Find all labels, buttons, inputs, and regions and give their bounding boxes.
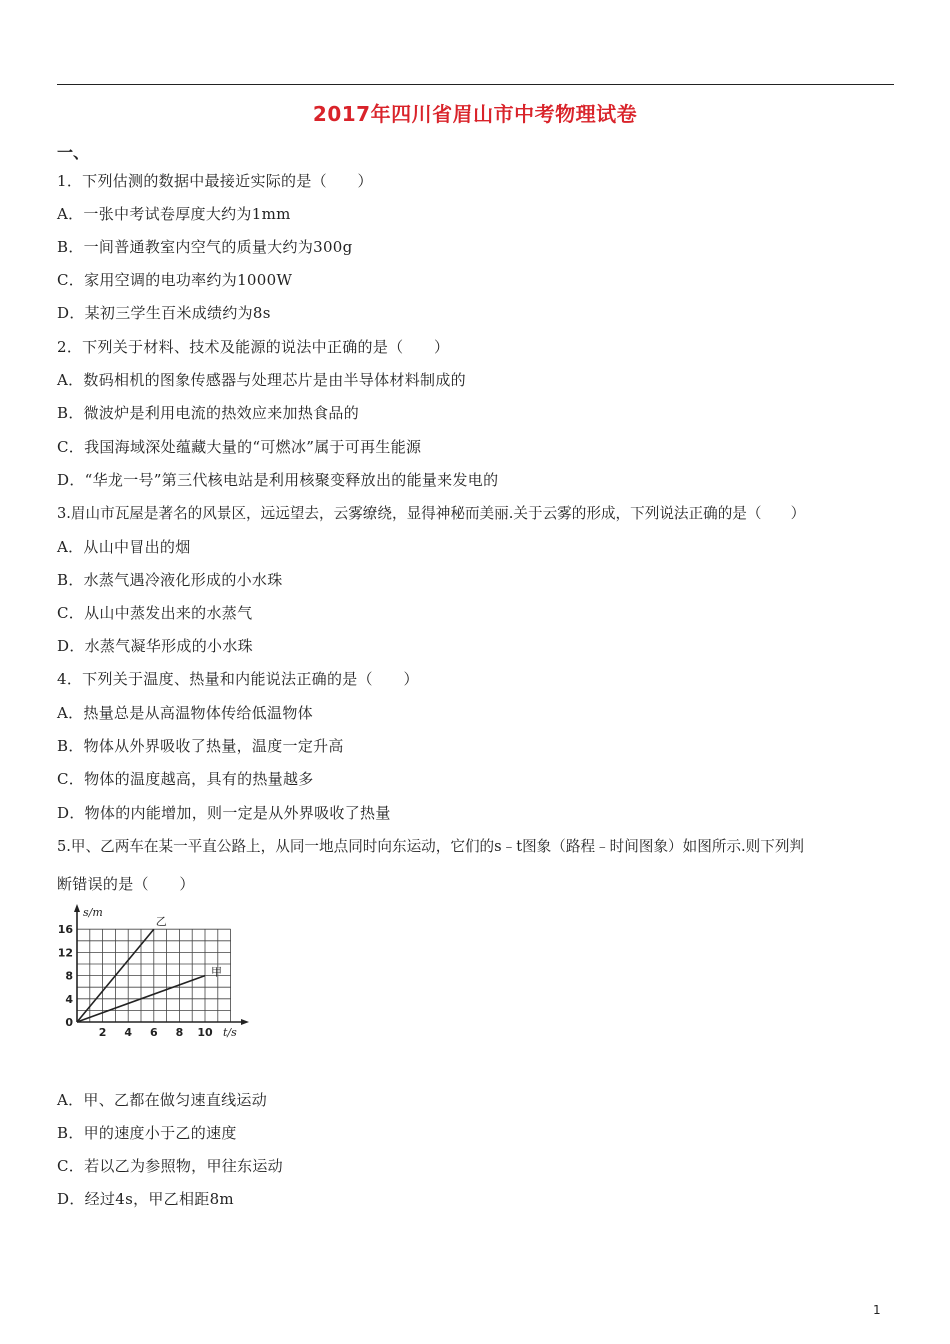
y-tick-label: 0 [65,1016,73,1029]
x-tick-label: 8 [175,1026,184,1039]
header-rule [57,84,894,85]
y-tick-labels [58,923,74,1029]
question-3-stem: 3.眉山市瓦屋是著名的风景区，远远望去，云雾缭绕，显得神秘而美丽.关于云雾的形成，下列说法正确的是（ ） [57,505,806,522]
question-3-option-d: D．水蒸气凝华形成的小水珠 [57,637,253,655]
question-4-option-c: C．物体的温度越高，具有的热量越多 [57,770,314,788]
question-2-option-c: C．我国海域深处蕴藏大量的“可燃冰”属于可再生能源 [57,438,422,456]
question-5-stem: 5.甲、乙两车在某一平直公路上，从同一地点同时向东运动，它们的s﹣t图象（路程﹣时间图象）如图所示.则下列判 [57,838,805,855]
y-axis-arrow [74,904,80,912]
y-tick-label: 4 [65,992,73,1006]
question-5-stem-continued: 断错误的是（ ） [57,875,195,893]
question-1-option-b: B．一间普通教室内空气的质量大约为300g [57,238,353,256]
x-tick-label: 10 [197,1026,213,1039]
question-4-option-d: D．物体的内能增加，则一定是从外界吸收了热量 [57,804,391,822]
page-title: 2017年四川省眉山市中考物理试卷 [312,102,638,126]
question-2-option-d: D．“华龙一号”第三代核电站是利用核聚变释放出的能量来发电的 [57,471,499,489]
question-1-option-c: C．家用空调的电功率约为1000W [57,271,293,289]
st-graph [57,898,257,1050]
question-3-option-a: A．从山中冒出的烟 [57,538,191,556]
x-tick-label: 6 [149,1026,158,1039]
x-tick-label: 4 [124,1026,133,1039]
question-3-option-b: B．水蒸气遇冷液化形成的小水珠 [57,571,283,589]
question-1-option-a: A．一张中考试卷厚度大约为1mm [57,205,291,223]
question-4-option-a: A．热量总是从高温物体传给低温物体 [57,704,313,722]
chart-grid [77,929,231,1022]
y-tick-label: 8 [65,969,73,983]
question-5-option-a: A．甲、乙都在做匀速直线运动 [57,1091,268,1109]
page-number: 1 [873,1303,881,1317]
question-5-option-c: C．若以乙为参照物，甲往东运动 [57,1157,283,1175]
y-tick-label: 12 [57,946,73,960]
question-3-option-c: C．从山中蒸发出来的水蒸气 [57,604,253,622]
y-tick-label: 16 [57,923,73,937]
y-axis-label: s/m [83,906,103,919]
question-4-option-b: B．物体从外界吸收了热量，温度一定升高 [57,737,344,755]
question-2-option-a: A．数码相机的图象传感器与处理芯片是由半导体材料制成的 [57,371,466,389]
x-axis-label: t/s [223,1026,237,1039]
question-5-option-b: B．甲的速度小于乙的速度 [57,1124,237,1142]
x-tick-labels [99,1026,213,1039]
question-4-stem: 4．下列关于温度、热量和内能说法正确的是（ ） [57,670,419,688]
section-heading: 一、 [57,143,90,162]
series-label-1: 乙 [155,915,167,929]
x-axis-arrow [241,1019,249,1025]
x-tick-label: 2 [98,1026,107,1039]
question-2-option-b: B．微波炉是利用电流的热效应来加热食品的 [57,404,360,422]
question-5-option-d: D．经过4s，甲乙相距8m [57,1190,234,1208]
question-1-stem: 1．下列估测的数据中最接近实际的是（ ） [57,172,373,190]
series-lines [77,915,222,1022]
question-2-stem: 2．下列关于材料、技术及能源的说法中正确的是（ ） [57,338,450,356]
question-1-option-d: D．某初三学生百米成绩约为8s [57,304,271,322]
series-label-2: 甲 [211,965,222,979]
